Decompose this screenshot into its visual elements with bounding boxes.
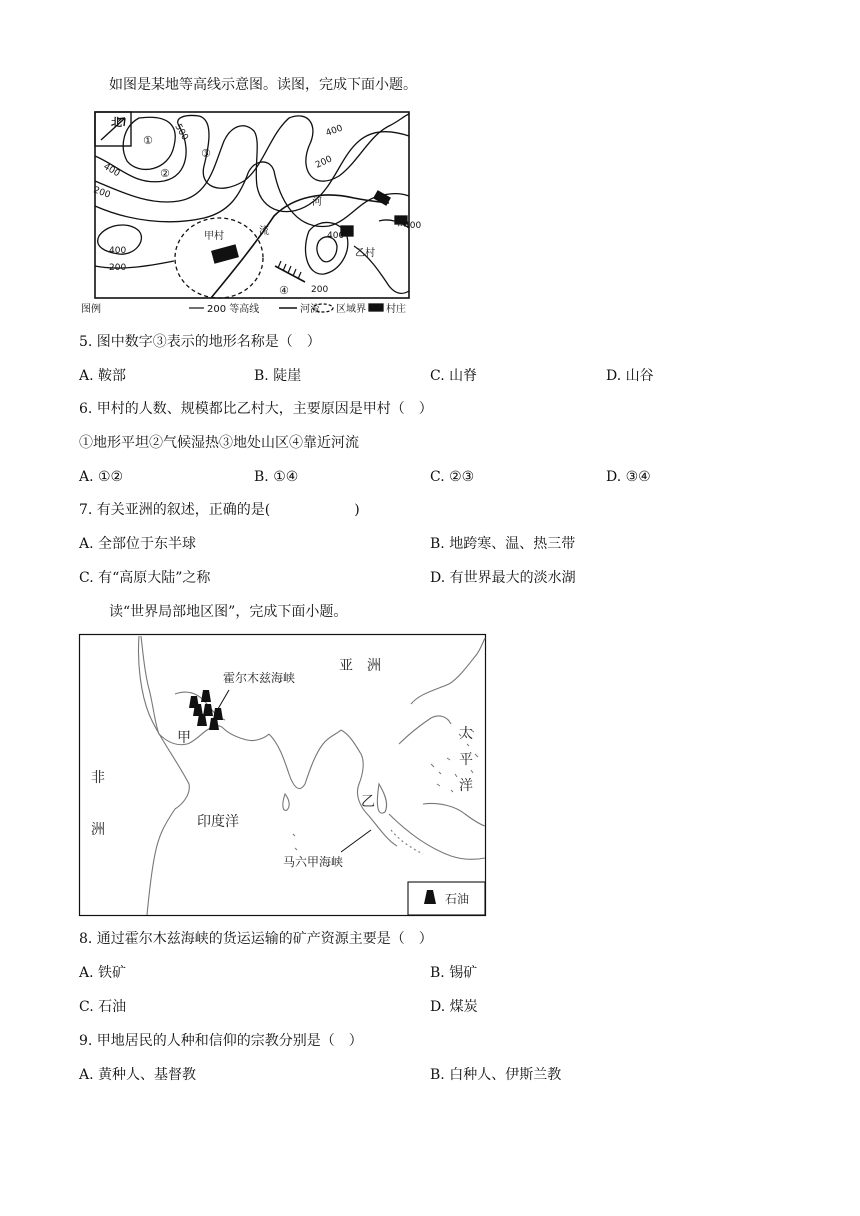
q8-option-c[interactable]: C. 石油 — [79, 999, 127, 1015]
marker-1: ① — [143, 134, 153, 147]
contour-map — [79, 106, 422, 315]
q9-stem: 9. 甲地居民的人种和信仰的宗教分别是（ ） — [79, 1033, 363, 1049]
pacific-label-3: 洋 — [459, 778, 473, 794]
q8-stem: 8. 通过霍尔木兹海峡的货运运输的矿产资源主要是（ ） — [79, 931, 433, 947]
q9-option-b[interactable]: B. 白种人、伊斯兰教 — [430, 1067, 562, 1083]
q5-option-b[interactable]: B. 陡崖 — [254, 368, 302, 384]
jia-label: 甲 — [177, 730, 191, 746]
q6-stem: 6. 甲村的人数、规模都比乙村大，主要原因是甲村（ ） — [79, 401, 433, 417]
svg-text:200: 200 — [314, 154, 334, 171]
pacific-label-1: 太 — [459, 726, 473, 742]
q7-stem: 7. 有关亚洲的叙述，正确的是( ) — [79, 502, 360, 518]
river-label-1: 河 — [312, 197, 322, 208]
svg-text:200: 200 — [109, 263, 127, 273]
q8-option-d[interactable]: D. 煤炭 — [430, 999, 478, 1015]
legend-contour: 200 等高线 — [207, 304, 260, 315]
q5-option-c[interactable]: C. 山脊 — [430, 368, 478, 384]
q5-option-a[interactable]: A. 鞍部 — [79, 368, 127, 384]
q9-option-a[interactable]: A. 黄种人、基督教 — [79, 1067, 197, 1083]
q5-stem: 5. 图中数字③表示的地形名称是（ ） — [79, 334, 321, 350]
svg-text:400: 400 — [101, 161, 122, 180]
africa-label-1: 非 — [91, 770, 105, 786]
marker-4: ④ — [279, 284, 289, 297]
q7-option-a[interactable]: A. 全部位于东半球 — [79, 536, 197, 552]
q6-option-a[interactable]: A. ①② — [79, 469, 124, 485]
legend-region: 区域界 — [336, 304, 366, 315]
svg-text:200: 200 — [91, 185, 112, 201]
village-yi-label: 乙村 — [355, 248, 375, 259]
svg-text:400: 400 — [327, 231, 345, 241]
legend-title: 图例 — [81, 304, 101, 315]
indian-ocean-label: 印度洋 — [197, 814, 239, 830]
africa-label-2: 洲 — [91, 822, 105, 838]
legend-village: 村庄 — [386, 304, 406, 315]
pacific-label-2: 平 — [459, 752, 473, 768]
marker-2: ② — [160, 167, 170, 180]
yi-label: 乙 — [361, 794, 375, 810]
river-label-2: 流 — [259, 226, 269, 237]
q8-option-b[interactable]: B. 锡矿 — [430, 965, 478, 981]
world-region-map — [79, 634, 486, 916]
intro-text-2: 读“世界局部地区图”，完成下面小题。 — [109, 604, 348, 620]
q5-option-d[interactable]: D. 山谷 — [606, 368, 654, 384]
intro-text: 如图是某地等高线示意图。读图，完成下面小题。 — [109, 77, 417, 93]
hormuz-label: 霍尔木兹海峡 — [223, 671, 296, 685]
oil-legend-label: 石油 — [445, 892, 470, 906]
oil-markers — [189, 690, 223, 730]
mountain-label: 山 — [397, 219, 407, 229]
q6-option-d[interactable]: D. ③④ — [606, 469, 651, 485]
q6-option-c[interactable]: C. ②③ — [430, 469, 475, 485]
marker-3: ③ — [201, 147, 211, 160]
svg-text:400: 400 — [404, 221, 422, 231]
svg-text:500: 500 — [172, 122, 190, 143]
q7-option-d[interactable]: D. 有世界最大的淡水湖 — [430, 570, 576, 586]
q8-option-a[interactable]: A. 铁矿 — [79, 965, 127, 981]
svg-text:400: 400 — [109, 246, 127, 256]
q7-option-c[interactable]: C. 有“高原大陆”之称 — [79, 570, 211, 586]
q6-option-b[interactable]: B. ①④ — [254, 469, 299, 485]
village-jia-marker — [212, 245, 238, 263]
q7-option-b[interactable]: B. 地跨寒、温、热三带 — [430, 536, 576, 552]
malacca-label: 马六甲海峡 — [283, 855, 344, 869]
q6-sub: ①地形平坦②气候湿热③地处山区④靠近河流 — [79, 435, 359, 451]
north-label: 北 — [111, 116, 122, 129]
asia-label: 亚 洲 — [339, 658, 381, 674]
svg-text:400: 400 — [324, 123, 345, 139]
village-jia-label: 甲村 — [204, 231, 224, 242]
oil-legend-icon — [424, 890, 436, 904]
svg-text:200: 200 — [311, 285, 329, 295]
legend-river: 河流 — [300, 304, 320, 315]
